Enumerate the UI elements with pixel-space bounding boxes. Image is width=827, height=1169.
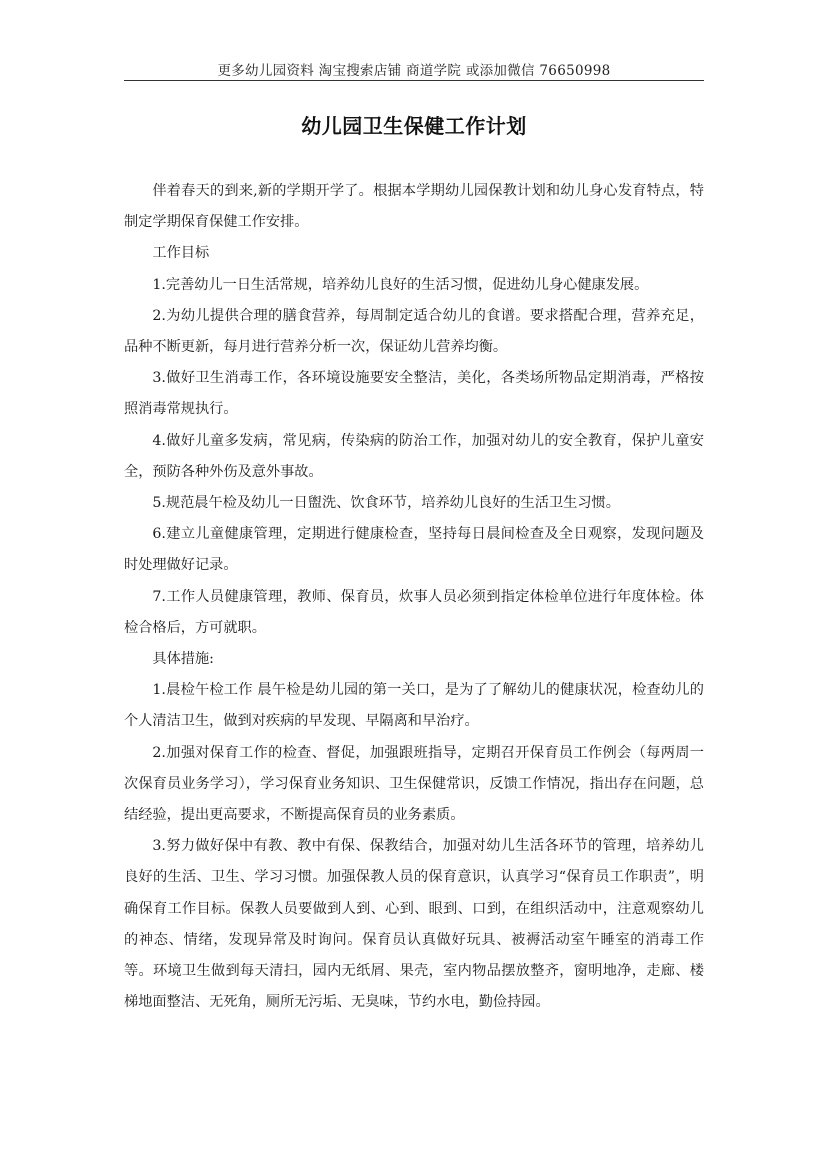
goal-item: 6.建立儿童健康管理，定期进行健康检查，坚持每日晨间检查及全日观察，发现问题及时处理做好记录。 — [124, 526, 704, 574]
measure-item: 1.晨检午检工作 晨午检是幼儿园的第一关口，是为了了解幼儿的健康状况，检查幼儿的个人清洁卫生，做到对疾病的早发现、早隔离和早治疗。 — [124, 682, 704, 730]
goal-item: 3.做好卫生消毒工作，各环境设施要安全整洁，美化，各类场所物品定期消毒，严格按照消毒常规执行。 — [124, 370, 704, 418]
measure-item: 3.努力做好保中有教、教中有保、保教结合，加强对幼儿生活各环节的管理，培养幼儿良好的生活、卫生、学习习惯。加强保教人员的保育意识，认真学习“保育员工作职责”，明确保育工作目标。保教人员要做到人到、心到、眼到、口到，在组织活动中，注意观察幼儿的神态、情绪，发现异常及时询问。保育员认真做好玩具、被褥活动室午睡室的消毒工作等。环境卫生做到每天清扫，园内无纸屑、果壳，室内物品摆放整齐，窗明地净，走廊、楼梯地面整洁、无死角，厕所无污垢、无臭味，节约水电，勤俭持园。 — [124, 838, 704, 1011]
goal-item: 5.规范晨午检及幼儿一日盥洗、饮食环节，培养幼儿良好的生活卫生习惯。 — [152, 495, 620, 512]
document-body — [124, 176, 704, 1018]
section-heading-measures: 具体措施: — [152, 651, 214, 668]
header-divider — [124, 80, 704, 81]
goal-item: 4.做好儿童多发病，常见病，传染病的防治工作，加强对幼儿的安全教育，保护儿童安全，预防各种外伤及意外事故。 — [124, 432, 704, 480]
page-header: 更多幼儿园资料 淘宝搜索店铺 商道学院 或添加微信 76650998 — [217, 63, 611, 79]
paragraph-intro: 伴着春天的到来,新的学期开学了。根据本学期幼儿园保教计划和幼儿身心发育特点，特制定学期保育保健工作安排。 — [124, 183, 704, 231]
measure-item: 2.加强对保育工作的检查、督促，加强跟班指导，定期召开保育员工作例会（每两周一次保育员业务学习），学习保育业务知识、卫生保健常识，反馈工作情况，指出存在问题，总结经验，提出更高要求，不断提高保育员的业务素质。 — [124, 744, 704, 824]
section-heading-goals: 工作目标 — [152, 245, 210, 262]
goal-item: 1.完善幼儿一日生活常规，培养幼儿良好的生活习惯，促进幼儿身心健康发展。 — [152, 276, 649, 293]
document-title: 幼儿园卫生保健工作计划 — [301, 114, 527, 138]
goal-item: 7.工作人员健康管理，教师、保育员，炊事人员必须到指定体检单位进行年度体检。体检合格后，方可就职。 — [124, 588, 704, 636]
goal-item: 2.为幼儿提供合理的膳食营养，每周制定适合幼儿的食谱。要求搭配合理，营养充足，品种不断更新，每月进行营养分析一次，保证幼儿营养均衡。 — [124, 307, 704, 356]
